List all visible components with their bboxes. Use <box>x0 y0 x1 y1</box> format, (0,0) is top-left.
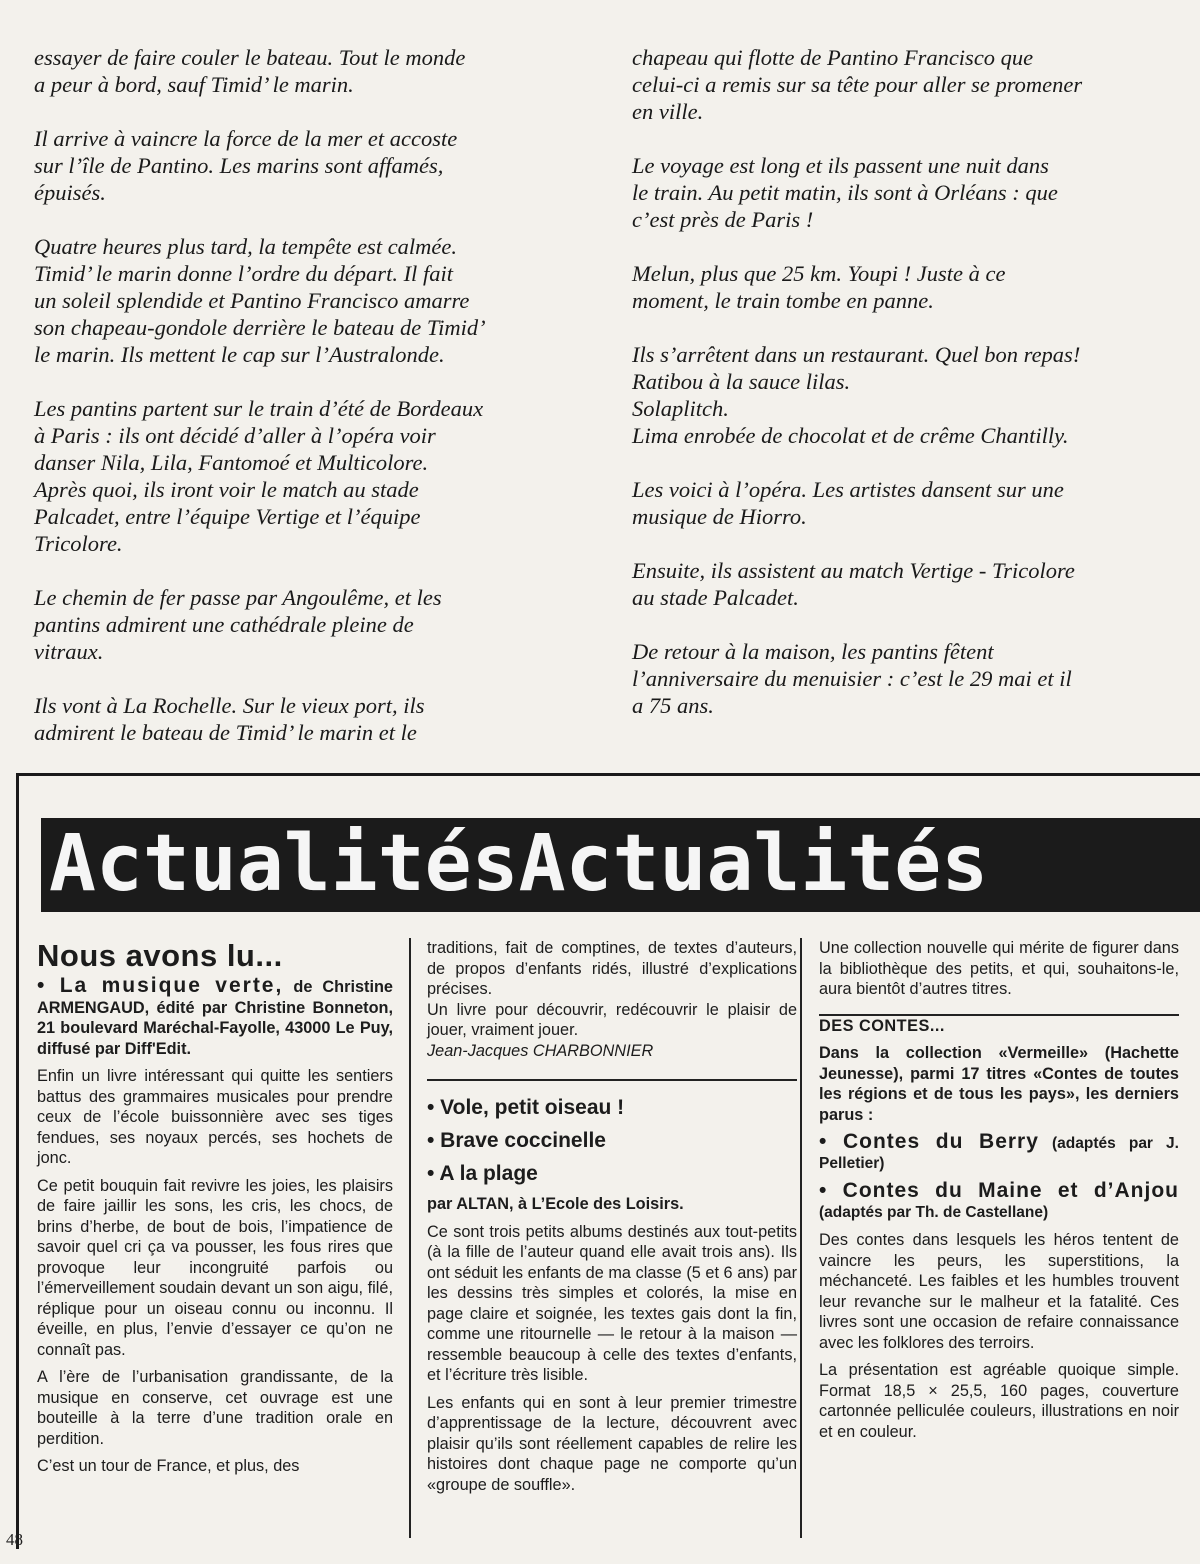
story-paragraph: Ils s’arrêtent dans un restaurant. Quel bon repas! Ratibou à la sauce lilas. Solaplitch. Lima enrobée de chocolat et de crême Chantilly. <box>632 342 1081 448</box>
review-column-2 <box>427 938 797 1502</box>
story-paragraph: Quatre heures plus tard, la tempête est calmée. Timid’ le marin donne l’ordre du départ. Il fait un soleil splendide et Pantino Francisco amarre son chapeau-gondole derrière le bateau de Timid’ le marin. Ils mettent le cap sur l’Australonde. <box>34 234 486 367</box>
news-section <box>16 773 1200 1549</box>
subheading: DES CONTES... <box>819 1016 945 1035</box>
book-details: de Christine ARMENGAUD, édité par Christine Bonneton, 21 boulevard Maréchal-Fayolle, 43000 Le Puy, diffusé par Diff'Edit. <box>37 978 393 1058</box>
story-paragraph: Le chemin de fer passe par Angoulême, et les pantins admirent une cathédrale pleine de vitraux. <box>34 585 442 664</box>
actualites-banner <box>41 818 1200 912</box>
paragraph: Ce sont trois petits albums destinés aux tout-petits (à la fille de l’auteur quand elle avait trois ans). Ils ont séduit les enfants de ma classe (5 et 6 ans) par les dessins très simples et colorés, la mise en page claire et soignée, les textes gais dont la fin, comme une ritournelle — le retour à la maison — ressemble beaucoup à celle des textes d’enfants, et l’écriture très lisible. <box>427 1222 797 1384</box>
story-paragraph: essayer de faire couler le bateau. Tout le monde a peur à bord, sauf Timid’ le marin. <box>34 45 466 97</box>
contes-title: • Contes du Berry <box>819 1130 1039 1153</box>
collection-note: Dans la collection «Vermeille» (Hachette Jeunesse), parmi 17 titres «Contes de toutes les régions et de tous les pays», les derniers parus : <box>819 1044 1179 1124</box>
signature: Jean-Jacques CHARBONNIER <box>427 1041 654 1060</box>
contes-note: (adaptés par Th. de Castellane) <box>819 1204 1049 1221</box>
review-column-1 <box>37 938 393 1484</box>
story-column-left <box>34 44 594 746</box>
book-title: • La musique verte, <box>37 974 284 997</box>
story-paragraph: Ils vont à La Rochelle. Sur le vieux port, ils admirent le bateau de Timid’ le marin et le <box>34 693 425 745</box>
horizontal-rule <box>427 1079 797 1081</box>
section-heading: Nous avons lu... <box>37 938 283 973</box>
book-title: • A la plage <box>427 1162 538 1185</box>
review-column-3 <box>819 938 1179 1449</box>
contes-item <box>819 1181 1179 1223</box>
column-divider <box>800 938 802 1538</box>
book-title: • Vole, petit oiseau ! <box>427 1096 625 1119</box>
story-paragraph: Le voyage est long et ils passent une nuit dans le train. Au petit matin, ils sont à Orléans : que c’est près de Paris ! <box>632 153 1058 232</box>
story-column-right <box>632 44 1192 719</box>
story-paragraph: Il arrive à vaincre la force de la mer et accoste sur l’île de Pantino. Les marins sont affamés, épuisés. <box>34 126 458 205</box>
story-paragraph: chapeau qui flotte de Pantino Francisco que celui-ci a remis sur sa tête pour aller se promener en ville. <box>632 45 1083 124</box>
story-paragraph: Melun, plus que 25 km. Youpi ! Juste à ce moment, le train tombe en panne. <box>632 261 1006 313</box>
story-paragraph: Les pantins partent sur le train d’été de Bordeaux à Paris : ils ont décidé d’aller à l’opéra voir danser Nila, Lila, Fantomoé et Multicolore. Après quoi, ils iront voir le match au stade Palcadet, entre l’équipe Vertige et l’équipe Tricolore. <box>34 396 484 556</box>
contes-note: (adaptés par J. Pelletier) <box>819 1135 1179 1172</box>
book-title: • Brave coccinelle <box>427 1129 606 1152</box>
paragraph: A l’ère de l’urbanisation grandissante, de la musique en conserve, cet ouvrage est une bouteille à la terre d’une tradition orale en perdition. <box>37 1368 393 1448</box>
paragraph: traditions, fait de comptines, de textes d’auteurs, de propos d’enfants ridés, illustré d’explications précises. <box>427 939 797 998</box>
contes-item <box>819 1132 1179 1174</box>
story-paragraph: De retour à la maison, les pantins fêtent l’anniversaire du menuisier : c’est le 29 mai et il a 75 ans. <box>632 639 1072 718</box>
paragraph: C’est un tour de France, et plus, des <box>37 1457 300 1475</box>
contes-title: • Contes du Maine et d’Anjou <box>819 1179 1179 1202</box>
book-reference <box>37 976 393 1059</box>
paragraph: Enfin un livre intéressant qui quitte les sentiers battus des grammaires musicales pour prendre ceux de l’école buissonnière avec ses tiges fendues, ses noyaux percés, ses hochets de jonc. <box>37 1067 393 1167</box>
story-paragraph: Ensuite, ils assistent au match Vertige - Tricolore au stade Palcadet. <box>632 558 1075 610</box>
column-divider <box>409 938 411 1538</box>
paragraph: Les enfants qui en sont à leur premier trimestre d’apprentissage de la lecture, découvrent avec plaisir qu’ils sont réellement capables de relire les histoires dont chaque page ne comporte qu’un «groupe de souffle». <box>427 1393 797 1494</box>
story-paragraph: Les voici à l’opéra. Les artistes dansent sur une musique de Hiorro. <box>632 477 1064 529</box>
paragraph: Un livre pour découvrir, redécouvrir le plaisir de jouer, vraiment jouer. <box>427 1000 797 1039</box>
book-titles-list <box>427 1095 797 1187</box>
paragraph: La présentation est agréable quoique simple. Format 18,5 × 25,5, 160 pages, couverture cartonnée pelliculée couleurs, illustrations en noir et en couleur. <box>819 1361 1179 1441</box>
paragraph: Ce petit bouquin fait revivre les joies, les plaisirs de faire jaillir les sons, les cris, les chocs, de brins d’herbe, de bout de bois, l’impatience de savoir quel cri ça va pousser, les fous rires que provoque leur incongruité parfois ou l’émerveillement soudain devant un son aigu, filé, réplique pour un oiseau connu ou inconnu. Il éveille, en plus, l’envie d’essayer ce qu’on ne connaît pas. <box>37 1176 393 1359</box>
page-number: 48 <box>6 1530 23 1549</box>
paragraph: Des contes dans lesquels les héros tentent de vaincre les peurs, les superstitions, la méchanceté. Les faibles et les humbles trouvent leur revanche sur le malheur et la fatalité. Ces livres sont une occasion de refaire connaissance avec les folklores des terroirs. <box>819 1231 1179 1352</box>
paragraph: Une collection nouvelle qui mérite de figurer dans la bibliothèque des petits, et qui, souhaitons-le, aura bientôt d’autres titres. <box>819 939 1179 998</box>
byline: par ALTAN, à L’Ecole des Loisirs. <box>427 1195 684 1213</box>
banner-title: ActualitésActualités <box>49 819 989 909</box>
horizontal-rule <box>819 1014 1179 1016</box>
